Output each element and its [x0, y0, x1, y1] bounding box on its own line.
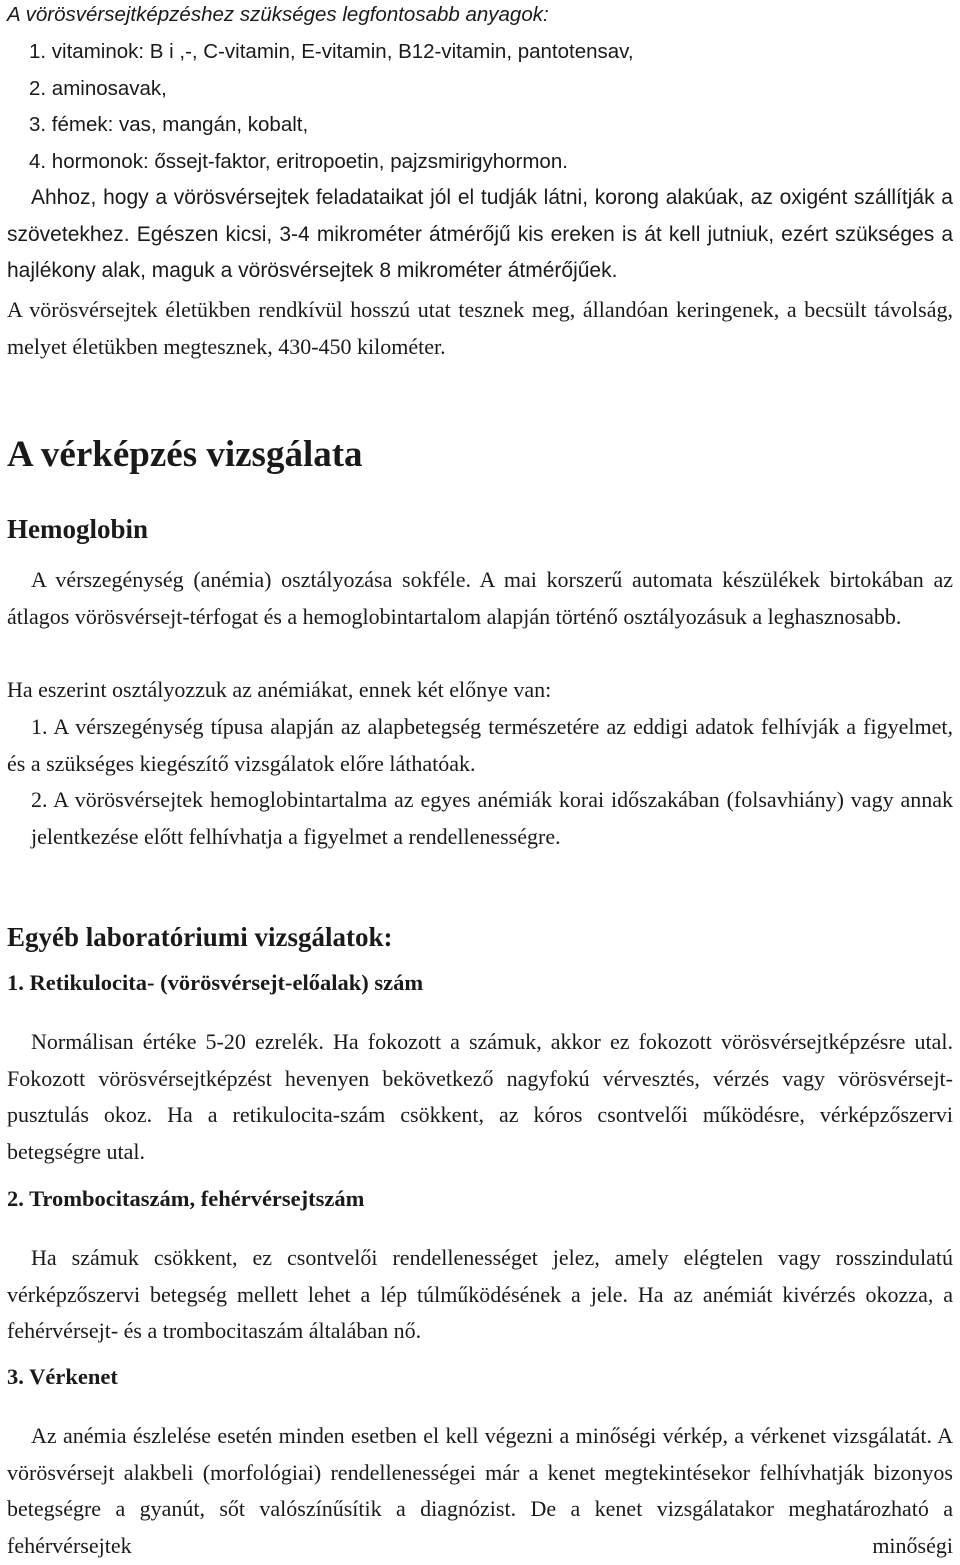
section-title-vizsgalata: A vérképzés vizsgálata [7, 434, 363, 475]
section-title-labor: Egyéb laboratóriumi vizsgálatok: [7, 922, 393, 952]
hemoglobin-point-1: 1. A vérszegénység típusa alapján az alapbetegség természetére az eddigi adatok felhívják a figyelmet, és a szükséges kiegészítő vizsgálatok előre láthatóak. [7, 714, 953, 776]
lab-subtitle-retikulocita: 1. Retikulocita- (vörösvérsejt-előalak) szám [7, 970, 424, 995]
subsection-title-hemoglobin: Hemoglobin [7, 514, 149, 544]
list-item: 3. fémek: vas, mangán, kobalt, [29, 113, 309, 136]
intro-paragraph-serif-text: A vörösvérsejtek életükben rendkívül hosszú utat tesznek meg, állandóan keringenek, a becsült távolság, melyet életükben megtesznek, 430-450 kilométer. [7, 297, 953, 359]
list-item: 2. aminosavak, [29, 76, 167, 100]
intro-paragraph-sans: Ahhoz, hogy a vörösvérsejtek feladataikat jól el tudják látni, korong alakúak, az oxigént szállítják a szövetekhez. Egészen kicsi, 3-4 mikrométer átmérőjű kis ereken is át kell jutniuk, ezért szükséges a hajlékony alak, maguk a vörösvérsejtek 8 mikrométer átmérőjűek. [7, 186, 953, 282]
list-item: 1. vitaminok: B i ,-, C-vitamin, E-vitamin, B12-vitamin, pantotensav, [29, 40, 634, 63]
hemoglobin-point-2: 2. A vörösvérsejtek hemoglobintartalma az egyes anémiák korai időszakában (folsavhiány) vagy annak jelentkezése előtt felhívhatja a figyelmet a rendellenességre. [31, 787, 953, 849]
lab-text-retikulocita: Normálisan értéke 5-20 ezrelék. Ha fokozott a számuk, akkor ez fokozott vörösvérsejtképzésre utal. Fokozott vörösvérsejtképzést hevenyen bekövetkező nagyfokú vérvesztés, vérzés vagy vörösvérsejt-pusztulás okoz. Ha a retikulocita-szám csökkent, az kóros csontvelői működésre, vérképzőszervi betegségre utal. [7, 1029, 953, 1165]
lab-subtitle-trombocita: 2. Trombocitaszám, fehérvérsejtszám [7, 1186, 365, 1211]
hemoglobin-paragraph-2: Ha eszerint osztályozzuk az anémiákat, ennek két előnye van: [7, 677, 552, 702]
lab-text-trombocita: Ha számuk csökkent, ez csontvelői rendellenességet jelez, amely elégtelen vagy rosszindulatú vérképzőszervi betegség mellett lehet a lép túlműködésének a jele. Ha az anémiát kivérzés okozza, a fehérvérsejt- és a trombocitaszám általában nő. [7, 1245, 953, 1344]
lab-subtitle-verkenet: 3. Vérkenet [7, 1364, 118, 1389]
lab-text-verkenet: Az anémia észlelése esetén minden esetben el kell végezni a minőségi vérkép, a vérkenet vizsgálatát. A vörösvérsejt alakbeli (morfológiai) rendellenességei már a kenet megtekintésekor felhívhatják bizonyos betegségre a gyanút, sőt valószínűsítik a diagnózist. De a kenet vizsgálatakor meghatározható a fehérvérsejtek minőségi [7, 1423, 953, 1559]
list-item: 4. hormonok: őssejt-faktor, eritropoetin, pajzsmirigyhormon. [29, 149, 568, 173]
intro-list [7, 34, 953, 180]
intro-paragraph-serif [7, 292, 953, 365]
intro-heading: A vörösvérsejtképzéshez szükséges legfontosabb anyagok: [7, 3, 549, 26]
hemoglobin-paragraph-1: A vérszegénység (anémia) osztályozása sokféle. A mai korszerű automata készülékek birtokában az átlagos vörösvérsejt-térfogat és a hemoglobintartalom alapján történő osztályozásuk a leghasznosabb. [7, 567, 953, 629]
